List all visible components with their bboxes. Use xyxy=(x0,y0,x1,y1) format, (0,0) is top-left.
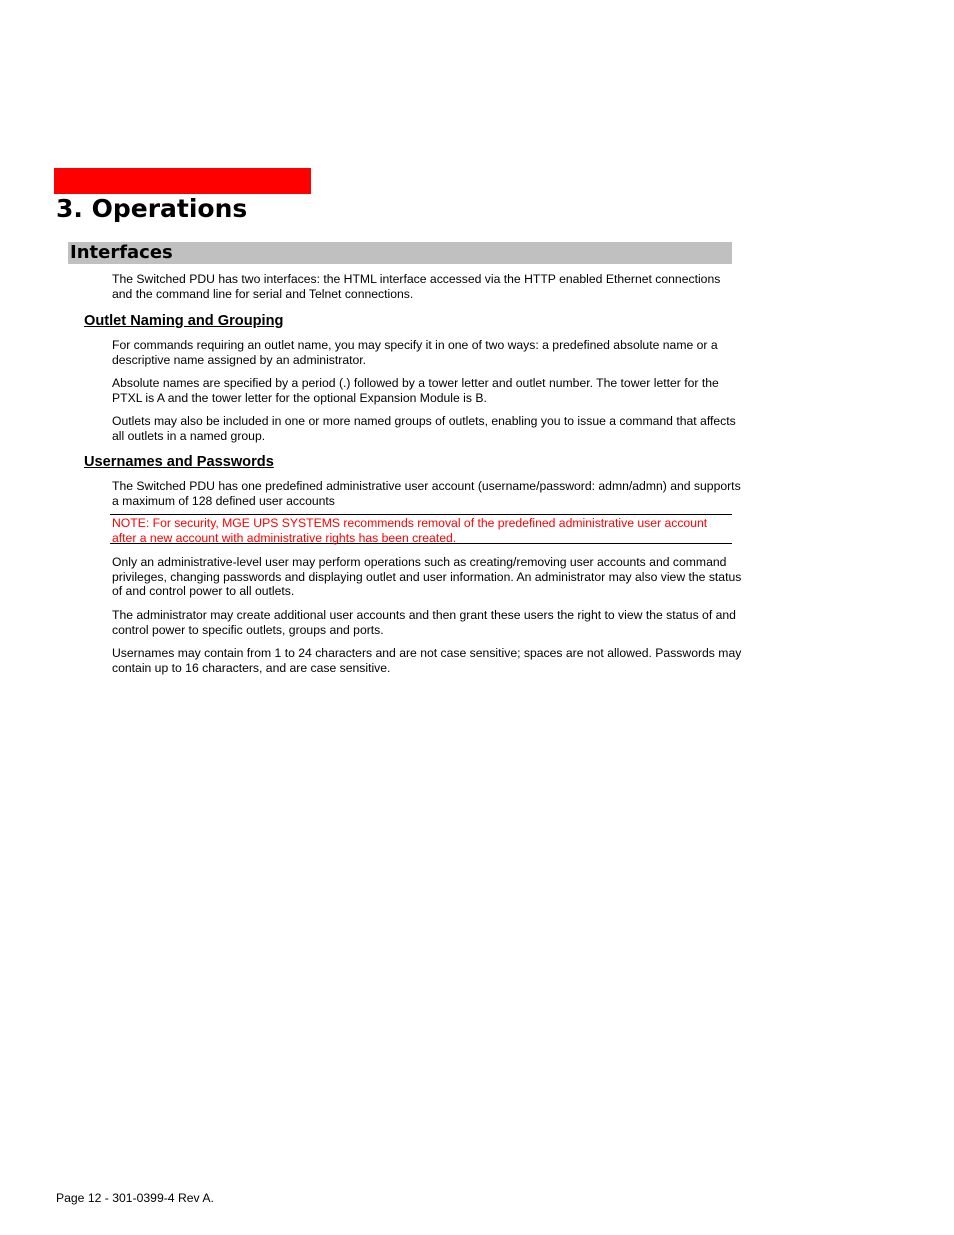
outlet-naming-paragraph: For commands requiring an outlet name, you may specify it in one of two ways: a predefined absolute name or a descriptive name assigned by an administrator. xyxy=(112,338,718,367)
security-note-text: NOTE: For security, MGE UPS SYSTEMS recommends removal of the predefined administrative user account after a new account with administrative rights has been created. xyxy=(112,516,708,545)
security-note-box xyxy=(110,514,732,544)
outlet-naming-heading: Outlet Naming and Grouping xyxy=(84,313,284,329)
usernames-paragraph: Only an administrative-level user may perform operations such as creating/removing user accounts and command privileges, changing passwords and displaying outlet and user information. An administrator may also view the status of and control power to all outlets. xyxy=(112,555,742,599)
usernames-paragraph: Usernames may contain from 1 to 24 characters and are not case sensitive; spaces are not allowed. Passwords may contain up to 16 characters, and are case sensitive. xyxy=(112,646,742,675)
usernames-heading: Usernames and Passwords xyxy=(84,454,274,470)
outlet-naming-paragraph: Outlets may also be included in one or more named groups of outlets, enabling you to issue a command that affects all outlets in a named group. xyxy=(112,414,736,443)
page-footer: Page 12 - 301-0399-4 Rev A. xyxy=(56,1191,214,1205)
chapter-title: 3. Operations xyxy=(56,194,248,223)
usernames-paragraph: The administrator may create additional user accounts and then grant these users the right to view the status of and control power to specific outlets, groups and ports. xyxy=(112,608,736,637)
outlet-naming-paragraph: Absolute names are specified by a period (.) followed by a tower letter and outlet number. The tower letter for the PTXL is A and the tower letter for the optional Expansion Module is B. xyxy=(112,376,719,405)
interfaces-intro: The Switched PDU has two interfaces: the HTML interface accessed via the HTTP enabled Ethernet connections and the command line for serial and Telnet connections. xyxy=(112,272,721,301)
section-title: Interfaces xyxy=(70,242,173,263)
chapter-accent-bar xyxy=(54,168,311,194)
usernames-intro: The Switched PDU has one predefined administrative user account (username/password: admn/admn) and supports a maximum of 128 defined user accounts xyxy=(112,479,741,508)
